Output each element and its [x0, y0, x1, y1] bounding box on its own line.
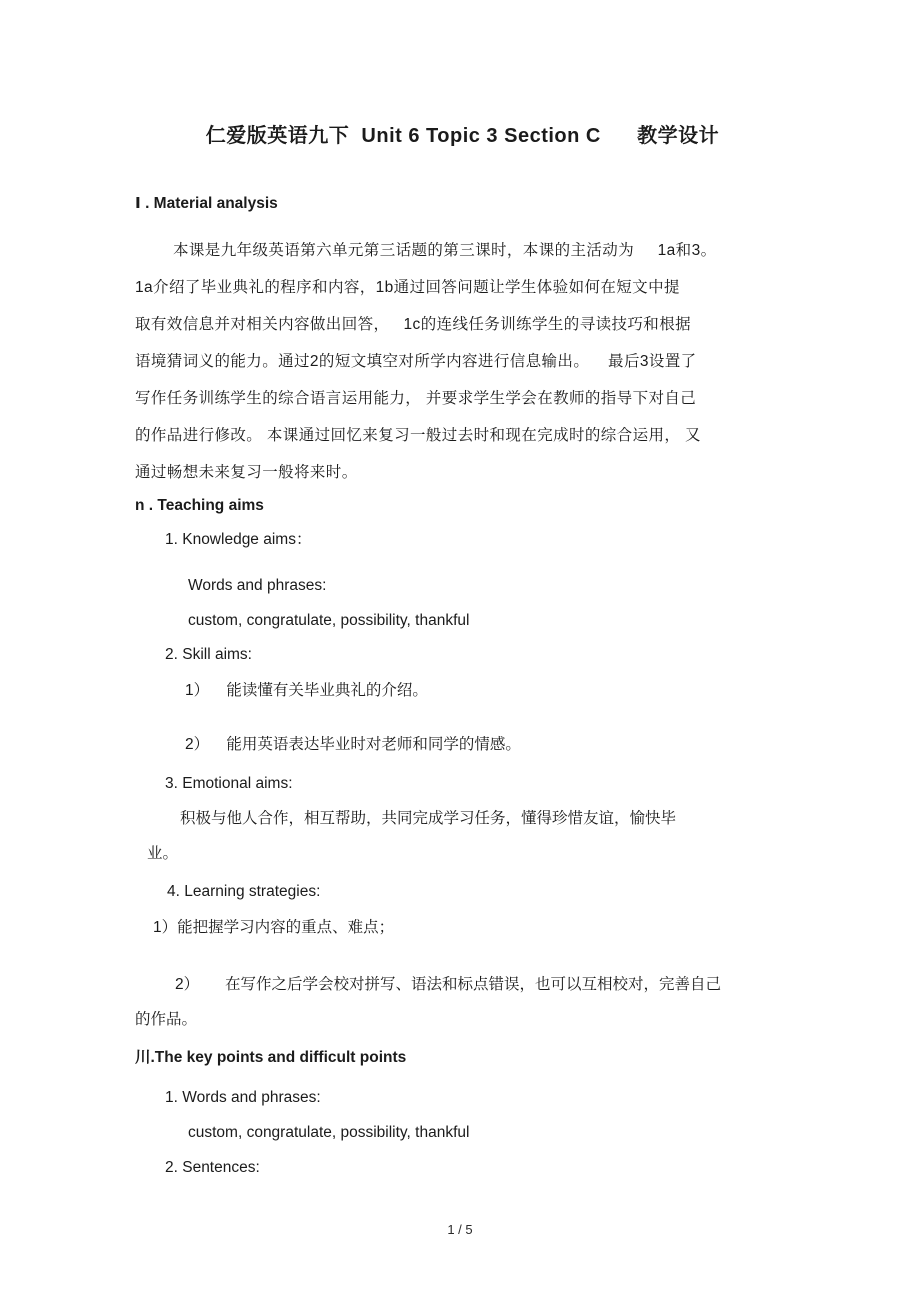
- words-and-phrases-label: Words and phrases:: [188, 577, 327, 594]
- list-item-knowledge-aims: 1. Knowledge aims：: [165, 531, 312, 548]
- learning-strategy-1: 1）能把握学习内容的重点、难点；: [153, 919, 395, 936]
- skill-aim-point-1: 1） 能读懂有关毕业典礼的介绍。: [185, 682, 428, 699]
- list-item-learning-strategies: 4. Learning strategies:: [167, 883, 321, 900]
- skill-aim-point-2: 2） 能用英语表达毕业时对老师和同学的情感。: [185, 736, 521, 753]
- paragraph-line: 本课是九年级英语第六单元第三话题的第三课时，本课的主活动为 1a和3。: [173, 242, 717, 259]
- emotional-aims-text-line: 积极与他人合作，相互帮助，共同完成学习任务，懂得珍惜友谊，愉快毕: [180, 810, 677, 827]
- paragraph-line: 通过畅想未来复习一般将来时。: [135, 464, 358, 481]
- page-number: 1 / 5: [447, 1222, 473, 1237]
- paragraph-line: 取有效信息并对相关内容做出回答， 1c的连线任务训练学生的寻读技巧和根据: [135, 316, 691, 333]
- list-item-emotional-aims: 3. Emotional aims:: [165, 775, 293, 792]
- paragraph-line: 写作任务训练学生的综合语言运用能力， 并要求学生学会在教师的指导下对自己: [135, 390, 697, 407]
- words-and-phrases-value: custom, congratulate, possibility, thankful: [188, 1124, 470, 1141]
- document-title: 仁爱版英语九下 Unit 6 Topic 3 Section C 教学设计: [205, 125, 720, 147]
- list-item-sentences: 2. Sentences:: [165, 1159, 260, 1176]
- list-item-skill-aims: 2. Skill aims:: [165, 646, 252, 663]
- learning-strategy-2-line: 的作品。: [135, 1011, 198, 1028]
- section-heading-material-analysis: Ⅰ . Material analysis: [135, 195, 278, 212]
- section-heading-teaching-aims: n . Teaching aims: [135, 497, 264, 514]
- learning-strategy-2-line: 2） 在写作之后学会校对拼写、语法和标点错误，也可以互相校对，完善自己: [175, 976, 721, 993]
- paragraph-line: 1a介绍了毕业典礼的程序和内容，1b通过回答问题让学生体验如何在短文中提: [135, 279, 680, 296]
- paragraph-line: 语境猜词义的能力。通过2的短文填空对所学内容进行信息输出。 最后3设置了: [135, 353, 697, 370]
- paragraph-line: 的作品进行修改。 本课通过回忆来复习一般过去时和现在完成时的综合运用， 又: [135, 427, 701, 444]
- emotional-aims-text-line: 业。: [147, 845, 179, 862]
- words-and-phrases-value: custom, congratulate, possibility, thankful: [188, 612, 470, 629]
- section-heading-key-points: 川.The key points and difficult points: [135, 1049, 407, 1066]
- list-item-words-and-phrases: 1. Words and phrases:: [165, 1089, 321, 1106]
